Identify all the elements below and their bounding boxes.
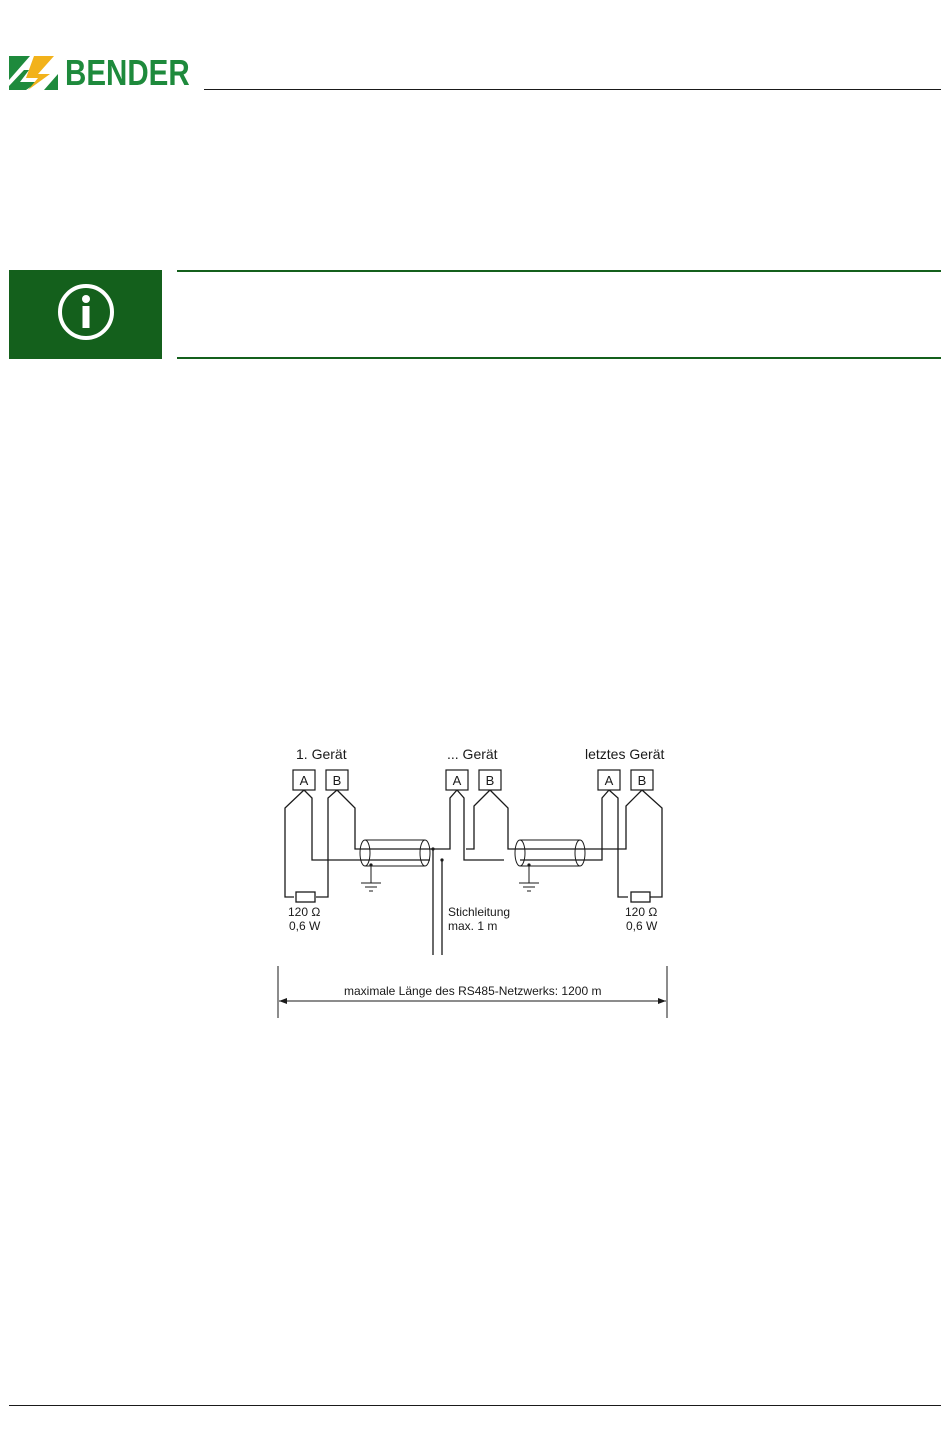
terminal-a-last-label: A (604, 773, 614, 788)
shielded-cable-right (515, 840, 585, 866)
network-length-label: maximale Länge des RS485-Netzwerks: 1200 m (344, 984, 602, 998)
ground-icon (519, 865, 539, 891)
termination-resistor-left (296, 892, 315, 902)
note-rule-bottom (177, 357, 941, 359)
device-label-middle: ... Gerät (447, 746, 498, 762)
ground-icon (361, 865, 381, 891)
header-rule (204, 89, 941, 90)
device-label-first: 1. Gerät (296, 746, 347, 762)
note-rule-top (177, 270, 941, 272)
stub-max-length: max. 1 m (448, 919, 498, 933)
terminal-b-first-label: B (332, 773, 342, 788)
info-icon (56, 282, 116, 342)
terminal-a-first-label: A (299, 773, 309, 788)
footer-rule (9, 1405, 941, 1406)
termination-resistor-right (631, 892, 650, 902)
terminal-b-last-label: B (637, 773, 647, 788)
bender-lightning-logo-icon (8, 52, 60, 94)
device-label-last: letztes Gerät (585, 746, 665, 762)
info-note-box (9, 270, 162, 359)
resistor-left-power: 0,6 W (289, 919, 321, 933)
terminal-b-middle-label: B (485, 773, 495, 788)
rs485-wiring-diagram (270, 740, 690, 1030)
resistor-right-value: 120 Ω (625, 905, 658, 919)
stub-label: Stichleitung (448, 905, 511, 919)
resistor-left-value: 120 Ω (288, 905, 321, 919)
brand-name: BENDER (65, 52, 190, 93)
shielded-cable-left (360, 840, 430, 866)
resistor-right-power: 0,6 W (626, 919, 658, 933)
bender-logo (8, 52, 190, 94)
terminal-a-middle-label: A (452, 773, 462, 788)
